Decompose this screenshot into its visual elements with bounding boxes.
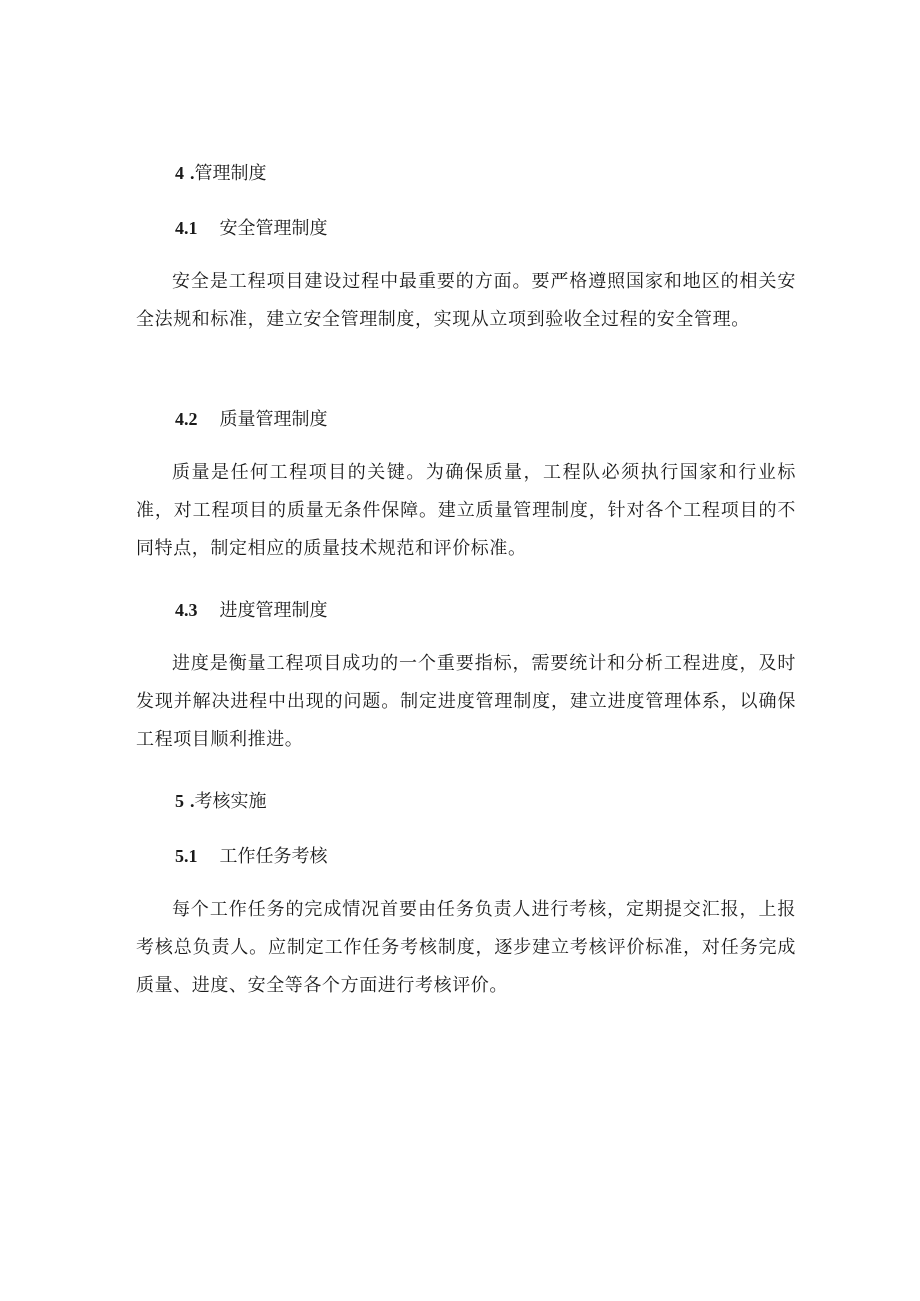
section-number-dot: . xyxy=(190,791,195,811)
subsection-title: 进度管理制度 xyxy=(219,600,328,621)
section-number: 4 xyxy=(175,163,184,183)
section-title: 管理制度 xyxy=(194,163,267,184)
section-number: 5 xyxy=(175,791,184,811)
subsection-heading-4-3 xyxy=(175,598,328,623)
paragraph-4-1: 安全是工程项目建设过程中最重要的方面。要严格遵照国家和地区的相关安全法规和标准，建立安全管理制度，实现从立项到验收全过程的安全管理。 xyxy=(136,271,796,330)
section-title: 考核实施 xyxy=(194,791,267,812)
paragraph-4-3: 进度是衡量工程项目成功的一个重要指标，需要统计和分析工程进度，及时发现并解决进程中出现的问题。制定进度管理制度，建立进度管理体系，以确保工程项目顺利推进。 xyxy=(136,653,796,750)
subsection-heading-4-1 xyxy=(175,216,328,241)
section-heading-5 xyxy=(175,789,267,814)
section-number-dot: . xyxy=(190,163,195,183)
subsection-title: 工作任务考核 xyxy=(219,846,328,867)
subsection-number: 4.2 xyxy=(175,409,198,429)
subsection-number: 4.3 xyxy=(175,600,198,620)
subsection-title: 质量管理制度 xyxy=(219,409,328,430)
subsection-title: 安全管理制度 xyxy=(219,218,328,239)
subsection-number: 5.1 xyxy=(175,846,198,866)
subsection-heading-4-2 xyxy=(175,407,328,432)
subsection-heading-5-1 xyxy=(175,844,328,869)
subsection-number: 4.1 xyxy=(175,218,198,238)
paragraph-5-1: 每个工作任务的完成情况首要由任务负责人进行考核，定期提交汇报，上报考核总负责人。应制定工作任务考核制度，逐步建立考核评价标准，对任务完成质量、进度、安全等各个方面进行考核评价。 xyxy=(136,899,796,996)
section-heading-4 xyxy=(175,161,267,186)
paragraph-4-2: 质量是任何工程项目的关键。为确保质量，工程队必须执行国家和行业标准，对工程项目的质量无条件保障。建立质量管理制度，针对各个工程项目的不同特点，制定相应的质量技术规范和评价标准。 xyxy=(136,462,796,559)
